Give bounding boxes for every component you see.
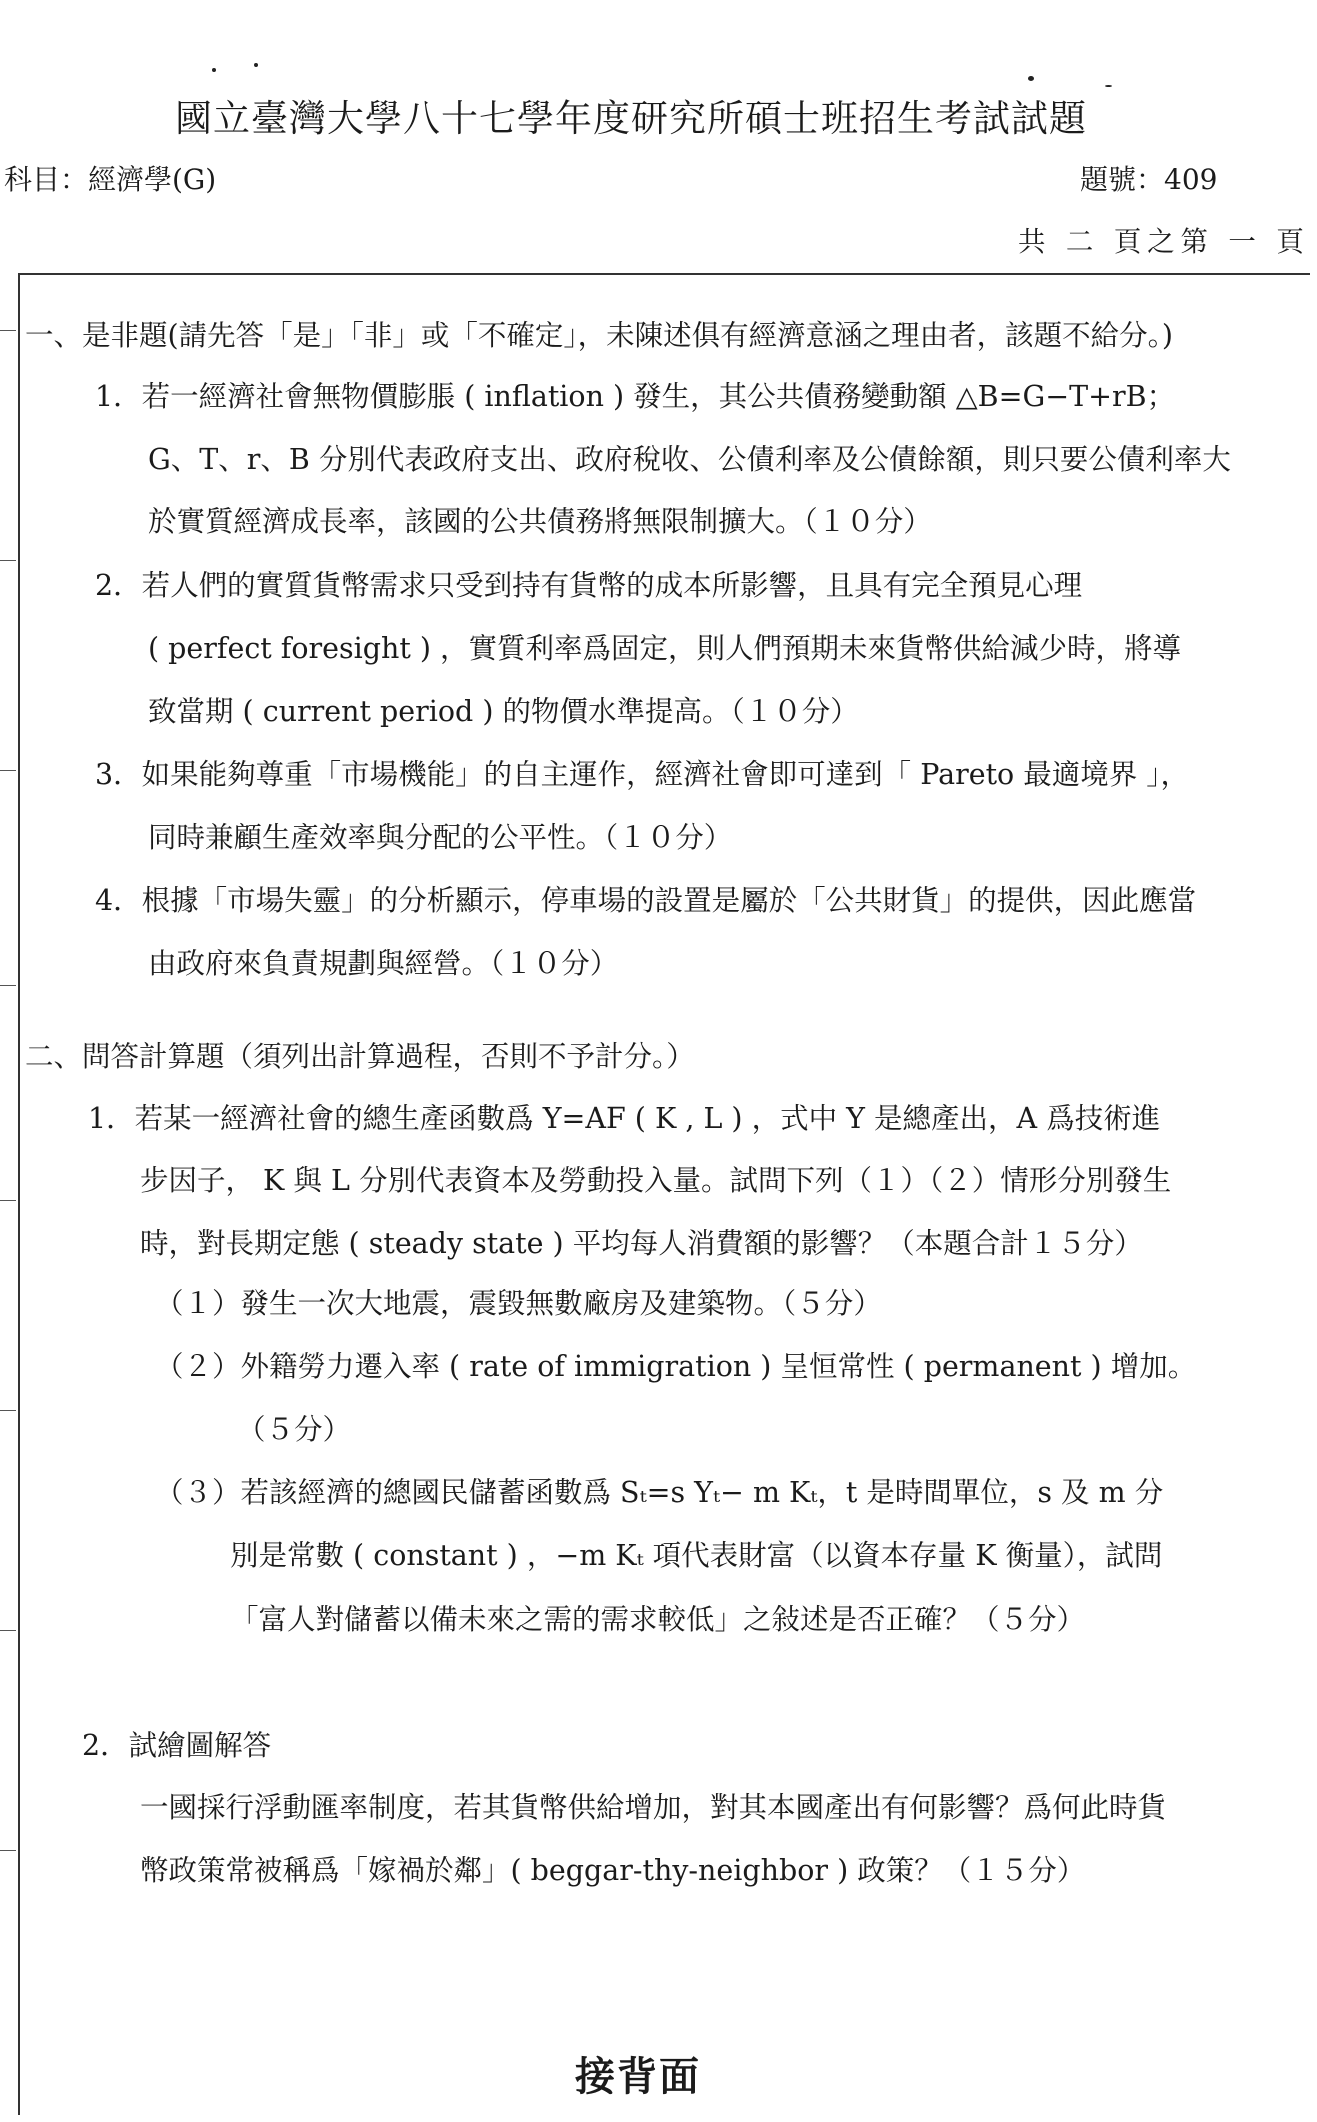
scan-speck (1105, 85, 1112, 87)
s1-q4-line1: 4．根據「市場失靈」的分析顯示，停車場的設置是屬於「公共財貨」的提供，因此應當 (95, 884, 1197, 917)
page-info: 共 二 頁之第 一 頁 (1018, 225, 1310, 258)
s2-q1-line3: 時，對長期定態 ( steady state ) 平均每人消費額的影響？（本題合計１５分） (140, 1227, 1143, 1260)
section2-heading: 二、問答計算題（須列出計算過程，否則不予計分。） (25, 1040, 695, 1073)
scan-speck (254, 63, 258, 67)
question-number: 題號：409 (1080, 163, 1218, 196)
s1-q3-line2: 同時兼顧生產效率與分配的公平性。（１０分） (148, 821, 733, 854)
s1-q1-line1: 1．若一經濟社會無物價膨脹 ( inflation ) 發生，其公共債務變動額 △B=G−T+rB； (95, 380, 1176, 413)
s1-q1-line2: G、T、r、B 分別代表政府支出、政府稅收、公債利率及公債餘額，則只要公債利率大 (148, 443, 1231, 476)
s2-q2-line1: 2．試繪圖解答 (82, 1729, 272, 1762)
s1-q2-line1: 2．若人們的實質貨幣需求只受到持有貨幣的成本所影響，且具有完全預見心理 (95, 569, 1083, 602)
s2-q1-sub1: （１）發生一次大地震，震毀無數廠房及建築物。（５分） (155, 1287, 882, 1320)
s2-q1-line2: 步因子， K 與 L 分別代表資本及勞動投入量。試問下列（１）（２）情形分別發生 (140, 1164, 1172, 1197)
s2-q1-sub3-line3: 「富人對儲蓄以備未來之需的需求較低」之敍述是否正確？（５分） (230, 1603, 1086, 1636)
s1-q1-line3: 於實質經濟成長率，該國的公共債務將無限制擴大。（１０分） (148, 505, 932, 538)
margin-tick (0, 1850, 16, 1851)
s2-q1-sub2-line2: （５分） (237, 1413, 352, 1446)
margin-tick (0, 560, 16, 561)
s1-q2-line2: ( perfect foresight ) ，實質利率爲固定，則人們預期未來貨幣供給減少時，將導 (148, 632, 1182, 665)
margin-tick (0, 1630, 16, 1631)
margin-tick (0, 1200, 16, 1201)
margin-tick (0, 1410, 16, 1411)
s2-q2-line3: 幣政策常被稱爲「嫁禍於鄰」( beggar-thy-neighbor ) 政策？（１５分） (140, 1854, 1086, 1887)
subject-label: 科目：經濟學(G) (4, 163, 217, 196)
exam-title: 國立臺灣大學八十七學年度研究所碩士班招生考試試題 (175, 97, 1087, 140)
margin-tick (0, 770, 16, 771)
s1-q4-line2: 由政府來負責規劃與經營。（１０分） (148, 947, 619, 980)
margin-tick (0, 985, 16, 986)
section1-heading: 一、是非題(請先答「是」「非」或「不確定」，未陳述俱有經濟意涵之理由者，該題不給分。) (25, 319, 1173, 352)
s2-q1-sub3-line2: 別是常數 ( constant ) ，−m Kₜ 項代表財富（以資本存量 K 衡量），試問 (230, 1539, 1163, 1572)
scan-speck (212, 68, 216, 72)
s2-q1-line1: 1．若某一經濟社會的總生產函數爲 Y=AF ( K , L ) ，式中 Y 是總產出，A 爲技術進 (88, 1102, 1161, 1135)
s2-q2-line2: 一國採行浮動匯率制度，若其貨幣供給增加，對其本國產出有何影響？爲何此時貨 (140, 1791, 1167, 1824)
margin-tick (0, 330, 16, 331)
s2-q1-sub3-line1: （３）若該經濟的總國民儲蓄函數爲 Sₜ=s Yₜ− m Kₜ，t 是時間單位，s 及 m 分 (155, 1476, 1164, 1509)
s1-q2-line3: 致當期 ( current period ) 的物價水準提高。（１０分） (148, 695, 859, 728)
s1-q3-line1: 3．如果能夠尊重「市場機能」的自主運作，經濟社會即可達到「 Pareto 最適境界 」， (95, 758, 1190, 791)
s2-q1-sub2-line1: （２）外籍勞力遷入率 ( rate of immigration ) 呈恒常性 ( permanent ) 增加。 (155, 1350, 1197, 1383)
scan-speck (1028, 76, 1034, 81)
turn-over-note: 接背面 (575, 2053, 701, 2100)
